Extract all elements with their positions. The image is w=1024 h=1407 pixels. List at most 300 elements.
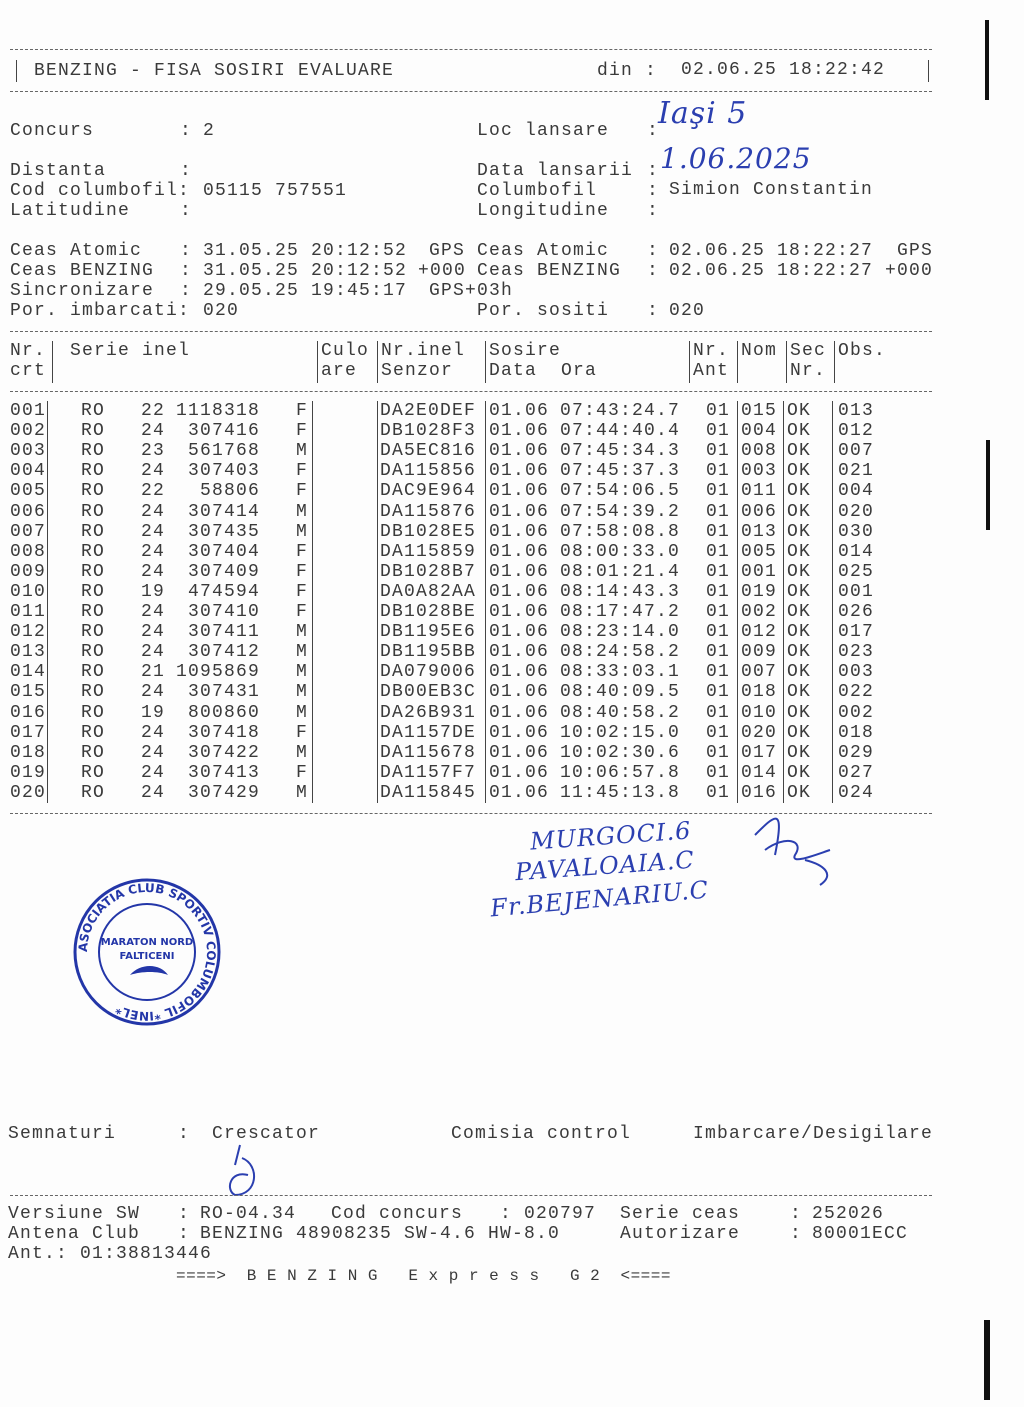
- scan-edge-mark: [985, 20, 989, 100]
- cell-year: 19: [141, 702, 166, 723]
- ceas-atomic-start-suffix: GPS: [429, 241, 466, 261]
- cell-year: 24: [141, 782, 166, 803]
- cell-sensor-ring: DA115856: [380, 461, 477, 482]
- cell-obs: 020: [838, 501, 875, 522]
- cell-obs: 026: [838, 602, 875, 622]
- col-culoare: Culo: [321, 341, 370, 361]
- cell-nr-ant: 01: [706, 642, 731, 663]
- cell-nom: 018: [741, 682, 778, 703]
- colon: :: [180, 281, 193, 301]
- cell-country: RO: [81, 581, 106, 602]
- cell-obs: 029: [838, 742, 875, 763]
- cell-nr-crt: 010: [10, 581, 47, 602]
- cell-sec-nr: OK: [787, 561, 812, 582]
- svg-text:MARATON NORD: MARATON NORD: [100, 937, 194, 948]
- versiune-value: RO-04.34: [200, 1204, 297, 1224]
- col-ant: Ant: [693, 361, 730, 381]
- document-title: BENZING - FISA SOSIRI EVALUARE: [34, 61, 395, 81]
- cell-nr-ant: 01: [706, 541, 731, 562]
- cell-nr-crt: 008: [10, 541, 47, 562]
- cell-arrival-time: 08:17:47.2: [560, 602, 681, 622]
- cell-country: RO: [81, 441, 106, 462]
- cell-obs: 014: [838, 541, 875, 562]
- cell-nom: 009: [741, 642, 778, 663]
- cell-year: 24: [141, 602, 166, 622]
- cell-sensor-ring: DA115876: [380, 501, 477, 522]
- cell-sensor-ring: DA115678: [380, 742, 477, 763]
- cell-obs: 030: [838, 521, 875, 542]
- cell-arrival-date: 01.06: [489, 401, 550, 421]
- cell-obs: 018: [838, 722, 875, 743]
- cell-year: 24: [141, 722, 166, 743]
- divider: [485, 401, 486, 803]
- cell-sec-nr: OK: [787, 682, 812, 703]
- cell-nom: 008: [741, 441, 778, 462]
- cell-sec-nr: OK: [787, 642, 812, 663]
- cell-sensor-ring: DA1157F7: [380, 762, 477, 783]
- cell-arrival-time: 08:01:21.4: [560, 561, 681, 582]
- comisia-control-label: Comisia control: [451, 1124, 632, 1144]
- cell-nom: 001: [741, 561, 778, 582]
- por-imbarcati-value: 020: [203, 301, 240, 321]
- sincronizare-value: 29.05.25 19:45:17: [203, 281, 408, 301]
- concurs-label: Concurs: [10, 121, 95, 141]
- cell-nr-crt: 016: [10, 702, 47, 723]
- cell-nom: 003: [741, 461, 778, 482]
- cell-obs: 002: [838, 702, 875, 723]
- cell-nr-crt: 009: [10, 561, 47, 582]
- divider: [10, 391, 932, 392]
- cell-sec-nr: OK: [787, 662, 812, 683]
- cell-sec-nr: OK: [787, 481, 812, 502]
- cell-nom: 016: [741, 782, 778, 803]
- cell-country: RO: [81, 682, 106, 703]
- cell-nom: 013: [741, 521, 778, 542]
- cell-nom: 010: [741, 702, 778, 723]
- cell-arrival-date: 01.06: [489, 441, 550, 462]
- cell-arrival-time: 07:45:34.3: [560, 441, 681, 462]
- imbarcare-label: Imbarcare/Desigilare: [693, 1124, 934, 1144]
- cell-year: 22: [141, 401, 166, 421]
- cell-nr-ant: 01: [706, 702, 731, 723]
- cell-ring-number: 307411: [187, 622, 260, 643]
- cell-country: RO: [81, 702, 106, 723]
- versiune-label: Versiune SW: [8, 1204, 141, 1224]
- cell-obs: 007: [838, 441, 875, 462]
- cell-year: 24: [141, 421, 166, 442]
- cell-obs: 021: [838, 461, 875, 482]
- colon: :: [647, 121, 660, 141]
- divider: [737, 401, 738, 803]
- cell-nr-ant: 01: [706, 401, 731, 421]
- antena-value: BENZING 48908235 SW-4.6 HW-8.0: [200, 1224, 561, 1244]
- cell-arrival-date: 01.06: [489, 602, 550, 622]
- cell-sec-nr: OK: [787, 622, 812, 643]
- cell-ring-number: 307431: [187, 682, 260, 703]
- cell-country: RO: [81, 461, 106, 482]
- colon: :: [647, 261, 660, 281]
- handwritten-name-3: Fr.BEJENARIU.C: [489, 875, 711, 923]
- cell-obs: 025: [838, 561, 875, 582]
- colon: :: [180, 201, 193, 221]
- cell-sec-nr: OK: [787, 782, 812, 803]
- cell-sex: F: [296, 541, 309, 562]
- cell-nom: 020: [741, 722, 778, 743]
- cell-nr-ant: 01: [706, 521, 731, 542]
- cell-arrival-date: 01.06: [489, 662, 550, 683]
- divider: [783, 401, 784, 803]
- scan-edge-mark: [984, 1320, 990, 1400]
- cell-ring-number: 1095869: [175, 662, 260, 683]
- cell-arrival-date: 01.06: [489, 521, 550, 542]
- cell-year: 24: [141, 642, 166, 663]
- cell-arrival-date: 01.06: [489, 461, 550, 482]
- cell-sec-nr: OK: [787, 421, 812, 442]
- scan-edge-mark: [986, 440, 990, 530]
- semnaturi-label: Semnaturi: [8, 1124, 117, 1144]
- cell-arrival-date: 01.06: [489, 642, 550, 663]
- cell-arrival-date: 01.06: [489, 762, 550, 783]
- cell-sensor-ring: DA2E0DEF: [380, 401, 477, 421]
- cell-year: 24: [141, 541, 166, 562]
- cell-country: RO: [81, 722, 106, 743]
- cell-nr-ant: 01: [706, 421, 731, 442]
- colon: :: [180, 161, 193, 181]
- cell-country: RO: [81, 481, 106, 502]
- cell-year: 19: [141, 581, 166, 602]
- colon: :: [178, 1204, 191, 1224]
- cell-nr-crt: 020: [10, 782, 47, 803]
- cell-sensor-ring: DB00EB3C: [380, 682, 477, 703]
- colon: :: [647, 181, 660, 201]
- ceas-atomic-end-label: Ceas Atomic: [477, 241, 610, 261]
- cell-sensor-ring: DB1195E6: [380, 622, 477, 643]
- cell-country: RO: [81, 642, 106, 663]
- divider: [928, 60, 929, 82]
- cell-nr-ant: 01: [706, 742, 731, 763]
- cell-arrival-time: 07:54:39.2: [560, 501, 681, 522]
- cell-sex: M: [296, 642, 309, 663]
- divider: [832, 401, 833, 803]
- cell-ring-number: 307429: [187, 782, 260, 803]
- cell-sex: F: [296, 722, 309, 743]
- cell-nr-ant: 01: [706, 481, 731, 502]
- cell-arrival-date: 01.06: [489, 501, 550, 522]
- cell-ring-number: 561768: [187, 441, 260, 462]
- cell-sex: F: [296, 762, 309, 783]
- ceas-atomic-end-suffix: GPS: [897, 241, 934, 261]
- col-data: Data: [489, 361, 538, 381]
- cell-country: RO: [81, 521, 106, 542]
- divider: [317, 341, 318, 383]
- cell-country: RO: [81, 662, 106, 683]
- cell-nr-crt: 019: [10, 762, 47, 783]
- ceas-benzing-end-suffix: +000: [885, 261, 934, 281]
- cell-nr-crt: 011: [10, 602, 47, 622]
- cell-sensor-ring: DA5EC816: [380, 441, 477, 462]
- cell-nom: 005: [741, 541, 778, 562]
- cell-nr-crt: 012: [10, 622, 47, 643]
- cell-ring-number: 307409: [187, 561, 260, 582]
- ceas-atomic-start: 31.05.25 20:12:52: [203, 241, 408, 261]
- cell-country: RO: [81, 602, 106, 622]
- columbofil-value: Simion Constantin: [669, 180, 874, 200]
- colon: :: [178, 1124, 191, 1144]
- cell-sex: M: [296, 742, 309, 763]
- cell-sex: M: [296, 682, 309, 703]
- cod-columbofil-label: Cod columbofil:: [10, 181, 191, 201]
- divider: [10, 91, 932, 92]
- cell-nr-crt: 014: [10, 662, 47, 683]
- signature-crescator: [220, 1140, 270, 1200]
- cell-sex: M: [296, 521, 309, 542]
- cell-nr-ant: 01: [706, 782, 731, 803]
- cell-sex: F: [296, 481, 309, 502]
- cell-ring-number: 474594: [187, 581, 260, 602]
- cell-nr-crt: 007: [10, 521, 47, 542]
- cell-sex: M: [296, 782, 309, 803]
- cell-year: 24: [141, 461, 166, 482]
- cell-year: 23: [141, 441, 166, 462]
- latitudine-label: Latitudine: [10, 201, 131, 221]
- cell-nr-ant: 01: [706, 762, 731, 783]
- ceas-benzing-start: 31.05.25 20:12:52: [203, 261, 408, 281]
- cell-nr-ant: 01: [706, 461, 731, 482]
- ceas-benzing-start-suffix: +000: [418, 261, 467, 281]
- cell-arrival-time: 11:45:13.8: [560, 782, 681, 803]
- cell-country: RO: [81, 541, 106, 562]
- cod-concurs-label: Cod concurs: [331, 1204, 464, 1224]
- cell-country: RO: [81, 421, 106, 442]
- col-sec: Sec: [790, 341, 827, 361]
- cell-sex: F: [296, 581, 309, 602]
- cell-arrival-time: 10:02:30.6: [560, 742, 681, 763]
- por-imbarcati-label: Por. imbarcati:: [10, 301, 191, 321]
- cell-ring-number: 307418: [187, 722, 260, 743]
- cell-sec-nr: OK: [787, 742, 812, 763]
- colon: :: [500, 1204, 513, 1224]
- ceas-atomic-end: 02.06.25 18:22:27: [669, 241, 874, 261]
- cell-nr-ant: 01: [706, 682, 731, 703]
- ceas-benzing-end-label: Ceas BENZING: [477, 261, 622, 281]
- serie-ceas-value: 252026: [812, 1204, 885, 1224]
- cell-sec-nr: OK: [787, 581, 812, 602]
- cell-country: RO: [81, 782, 106, 803]
- cell-arrival-date: 01.06: [489, 742, 550, 763]
- cell-ring-number: 800860: [187, 702, 260, 723]
- cell-arrival-time: 07:58:08.8: [560, 521, 681, 542]
- divider: [16, 60, 17, 82]
- cell-year: 21: [141, 662, 166, 683]
- cell-sec-nr: OK: [787, 521, 812, 542]
- crescator-label: Crescator: [212, 1124, 321, 1144]
- cell-sex: F: [296, 561, 309, 582]
- cell-obs: 017: [838, 622, 875, 643]
- cell-ring-number: 307414: [187, 501, 260, 522]
- cell-sec-nr: OK: [787, 401, 812, 421]
- cell-obs: 027: [838, 762, 875, 783]
- cell-sensor-ring: DB1028BE: [380, 602, 477, 622]
- cell-nom: 014: [741, 762, 778, 783]
- cell-arrival-date: 01.06: [489, 421, 550, 442]
- cell-country: RO: [81, 501, 106, 522]
- cell-nr-crt: 003: [10, 441, 47, 462]
- cell-nom: 004: [741, 421, 778, 442]
- sincronizare-suffix: GPS+03h: [429, 281, 514, 301]
- cell-ring-number: 307435: [187, 521, 260, 542]
- cell-nr-crt: 005: [10, 481, 47, 502]
- cell-arrival-time: 10:02:15.0: [560, 722, 681, 743]
- divider: [52, 341, 53, 383]
- cell-sec-nr: OK: [787, 762, 812, 783]
- cell-sec-nr: OK: [787, 461, 812, 482]
- cell-sensor-ring: DB1195BB: [380, 642, 477, 663]
- brand-banner: ====> B E N Z I N G E x p r e s s G 2 <====: [176, 1267, 671, 1285]
- cell-year: 24: [141, 561, 166, 582]
- cod-columbofil-value: 05115 757551: [203, 181, 348, 201]
- cell-ring-number: 307410: [187, 602, 260, 622]
- longitudine-label: Longitudine: [477, 201, 610, 221]
- cell-sec-nr: OK: [787, 602, 812, 622]
- divider: [10, 49, 932, 50]
- handwritten-name-1: MURGOCI.6: [529, 816, 693, 856]
- cell-sensor-ring: DA1157DE: [380, 722, 477, 743]
- cell-sensor-ring: DB1028B7: [380, 561, 477, 582]
- divider: [737, 341, 738, 383]
- cell-sensor-ring: DA115845: [380, 782, 477, 803]
- cell-nom: 019: [741, 581, 778, 602]
- cell-arrival-time: 07:45:37.3: [560, 461, 681, 482]
- cell-obs: 024: [838, 782, 875, 803]
- colon: :: [647, 161, 660, 181]
- colon: :: [180, 121, 193, 141]
- loc-lansare-handwritten: Iaşi 5: [658, 96, 748, 131]
- sincronizare-label: Sincronizare: [10, 281, 155, 301]
- cell-sec-nr: OK: [787, 541, 812, 562]
- autorizare-label: Autorizare: [620, 1224, 741, 1244]
- cell-arrival-time: 08:23:14.0: [560, 622, 681, 643]
- cell-arrival-time: 08:33:03.1: [560, 662, 681, 683]
- cell-arrival-date: 01.06: [489, 581, 550, 602]
- cell-country: RO: [81, 401, 106, 421]
- cell-year: 22: [141, 481, 166, 502]
- cell-arrival-time: 08:14:43.3: [560, 581, 681, 602]
- cell-sex: M: [296, 662, 309, 683]
- concurs-value: 2: [203, 121, 216, 141]
- divider: [47, 401, 48, 803]
- cell-arrival-date: 01.06: [489, 481, 550, 502]
- cell-year: 24: [141, 762, 166, 783]
- cell-nr-crt: 017: [10, 722, 47, 743]
- cell-nr-crt: 001: [10, 401, 47, 421]
- cell-nr-crt: 013: [10, 642, 47, 663]
- colon: :: [647, 241, 660, 261]
- cell-arrival-date: 01.06: [489, 622, 550, 643]
- cell-nom: 011: [741, 481, 778, 502]
- col-serie-inel: Serie inel: [70, 341, 191, 361]
- cell-sec-nr: OK: [787, 501, 812, 522]
- cod-columbofil-label-text: Cod columbofil: [10, 181, 179, 201]
- cell-nr-ant: 01: [706, 561, 731, 582]
- cell-nom: 006: [741, 501, 778, 522]
- divider: [485, 341, 486, 383]
- cell-nr-ant: 01: [706, 441, 731, 462]
- cell-obs: 003: [838, 662, 875, 683]
- cell-obs: 013: [838, 401, 875, 421]
- divider: [10, 1195, 932, 1196]
- cell-ring-number: 58806: [199, 481, 260, 502]
- cell-year: 24: [141, 622, 166, 643]
- ceas-atomic-label: Ceas Atomic: [10, 241, 143, 261]
- cell-arrival-time: 07:44:40.4: [560, 421, 681, 442]
- cell-obs: 004: [838, 481, 875, 502]
- cell-sec-nr: OK: [787, 441, 812, 462]
- col-culoare-2: are: [321, 361, 358, 381]
- por-sositi-value: 020: [669, 301, 706, 321]
- col-nr-inel: Nr.inel: [381, 341, 466, 361]
- cell-arrival-date: 01.06: [489, 702, 550, 723]
- cell-arrival-time: 08:40:09.5: [560, 682, 681, 703]
- data-lansarii-label: Data lansarii: [477, 161, 634, 181]
- cell-nr-ant: 01: [706, 622, 731, 643]
- serie-ceas-label: Serie ceas: [620, 1204, 741, 1224]
- cell-arrival-time: 07:43:24.7: [560, 401, 681, 421]
- cell-country: RO: [81, 561, 106, 582]
- cell-sensor-ring: DAC9E964: [380, 481, 477, 502]
- cell-year: 24: [141, 521, 166, 542]
- cell-nr-ant: 01: [706, 581, 731, 602]
- cell-ring-number: 307416: [187, 421, 260, 442]
- cell-ring-number: 307403: [187, 461, 260, 482]
- col-nr: Nr.: [10, 341, 47, 361]
- cell-sensor-ring: DA26B931: [380, 702, 477, 723]
- cell-country: RO: [81, 622, 106, 643]
- cell-sex: M: [296, 501, 309, 522]
- col-senzor: Senzor: [381, 361, 454, 381]
- cell-nr-ant: 01: [706, 662, 731, 683]
- por-imbarcati-label-text: Por. imbarcati: [10, 301, 179, 321]
- ceas-benzing-label: Ceas BENZING: [10, 261, 155, 281]
- divider: [786, 341, 787, 383]
- ant-value: Ant.: 01:38813446: [8, 1244, 213, 1264]
- col-nom: Nom: [741, 341, 778, 361]
- ceas-benzing-end: 02.06.25 18:22:27: [669, 261, 874, 281]
- cell-country: RO: [81, 742, 106, 763]
- col-nr-ant: Nr.: [693, 341, 730, 361]
- cell-arrival-date: 01.06: [489, 722, 550, 743]
- din-value: 02.06.25 18:22:42: [681, 60, 886, 80]
- colon: :: [647, 201, 660, 221]
- cell-arrival-time: 08:24:58.2: [560, 642, 681, 663]
- divider: [10, 331, 932, 332]
- cell-ring-number: 307422: [187, 742, 260, 763]
- cell-year: 24: [141, 682, 166, 703]
- cell-ring-number: 307413: [187, 762, 260, 783]
- antena-label: Antena Club: [8, 1224, 141, 1244]
- handwritten-name-2: PAVALOAIA.C: [514, 845, 696, 887]
- cell-sensor-ring: DB1028E5: [380, 521, 477, 542]
- cell-nr-ant: 01: [706, 722, 731, 743]
- cell-year: 24: [141, 742, 166, 763]
- cell-nom: 002: [741, 602, 778, 622]
- colon: :: [790, 1224, 803, 1244]
- cell-sensor-ring: DA079006: [380, 662, 477, 683]
- cell-ring-number: 307404: [187, 541, 260, 562]
- cell-nr-crt: 015: [10, 682, 47, 703]
- columbofil-label: Columbofil: [477, 181, 598, 201]
- col-ora: Ora: [561, 361, 598, 381]
- svg-text:FALTICENI: FALTICENI: [119, 951, 175, 962]
